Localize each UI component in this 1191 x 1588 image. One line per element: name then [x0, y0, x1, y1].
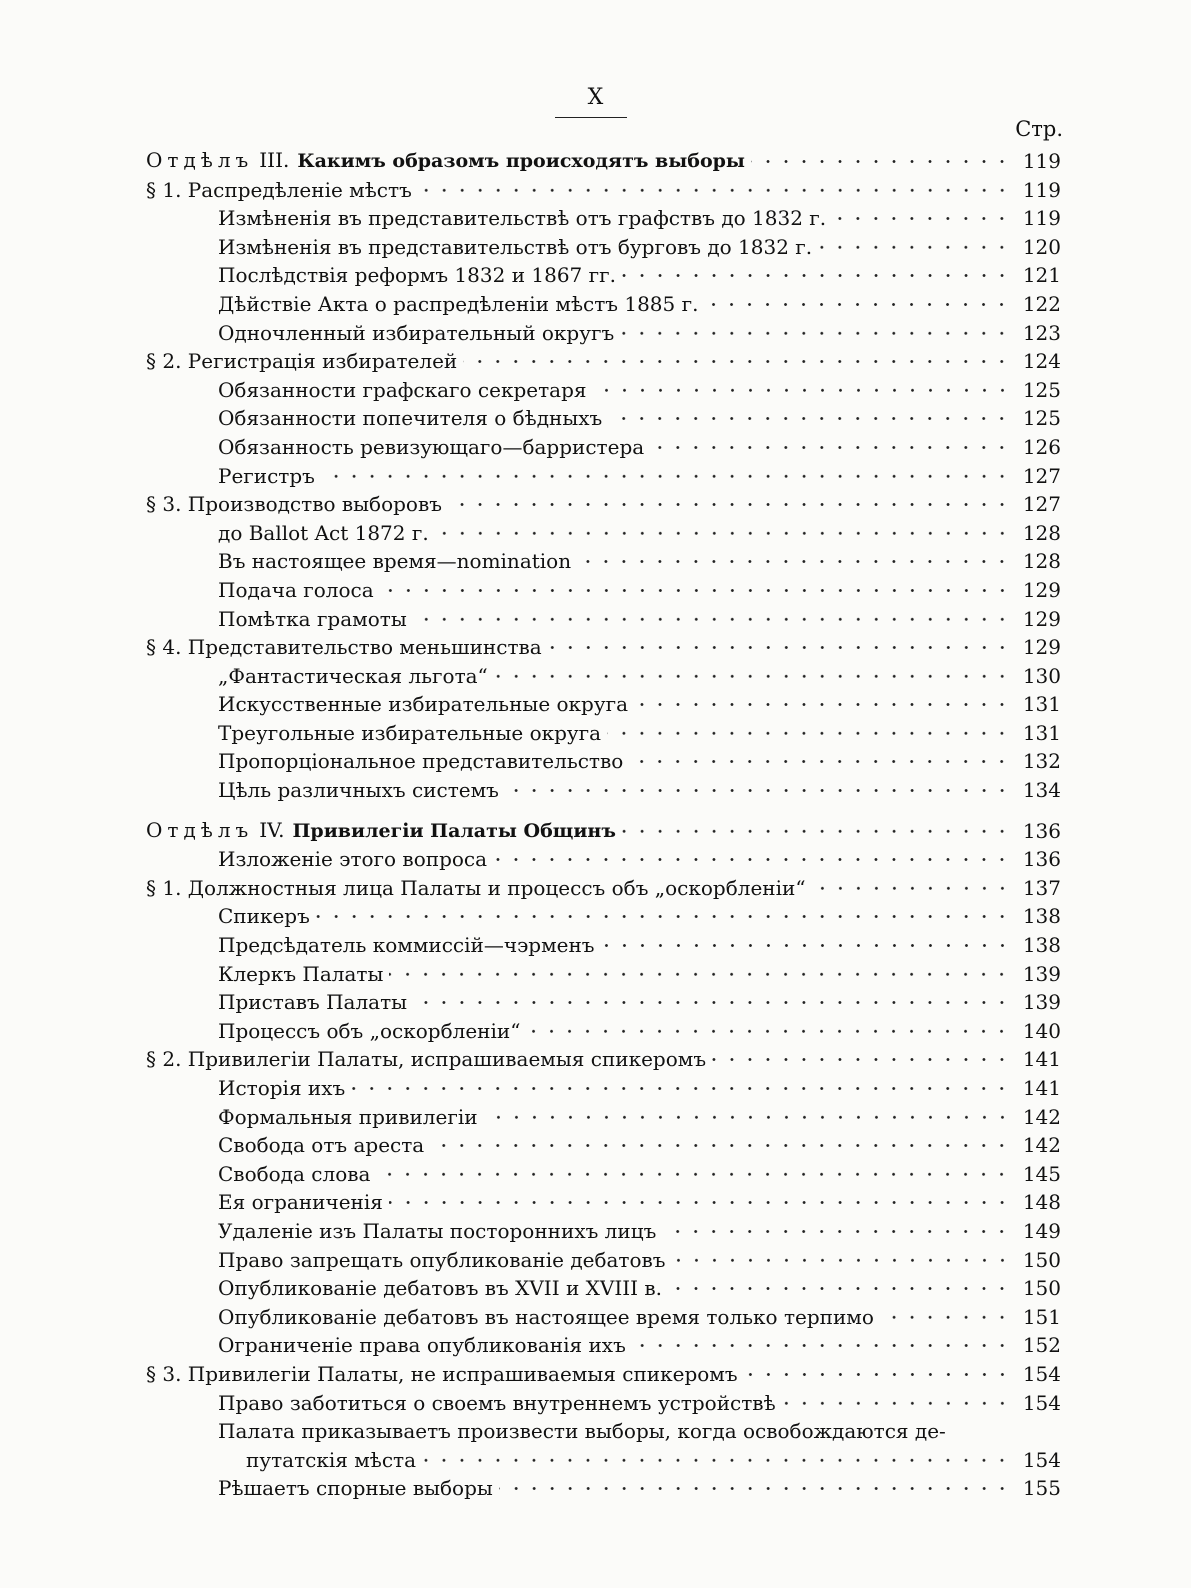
toc-entry	[146, 719, 1061, 748]
toc-entry	[146, 176, 1061, 205]
toc-entry-title: Удаленіе изъ Палаты постороннихъ лицъ	[218, 1218, 657, 1243]
toc-entry-title: Право запрещать опубликованіе дебатовъ	[218, 1247, 666, 1272]
toc-entry-page: 136	[1022, 818, 1061, 843]
toc-entry-page: 139	[1022, 990, 1061, 1015]
toc-entry	[146, 776, 1061, 805]
toc-entry-title: Ея ограниченія	[218, 1190, 383, 1215]
toc-entry-title: Приставъ Палаты	[218, 990, 408, 1015]
dot-leader	[494, 662, 1011, 691]
toc-entry-title: Измѣненія въ представительствѣ отъ графствъ до 1832 г.	[218, 206, 827, 231]
dot-leader	[493, 845, 1011, 874]
toc-entry-title: Обязанности графскаго секретаря	[218, 377, 587, 402]
toc-entry-page: 129	[1022, 635, 1061, 660]
toc-entry-title: Рѣшаетъ спорные выборы	[218, 1476, 493, 1501]
dot-leader	[622, 261, 1011, 290]
toc-entry-title: Предсѣдатель коммиссій—чэрменъ	[218, 933, 595, 958]
dot-leader	[632, 1331, 1011, 1360]
dot-leader	[418, 176, 1011, 205]
toc-entry-page: 136	[1022, 847, 1061, 872]
toc-entry-title: Опубликованіе дебатовъ въ настоящее время только терпимо	[218, 1304, 874, 1329]
dot-leader	[620, 319, 1011, 348]
toc-entry-page: 128	[1022, 520, 1061, 545]
toc-entry-page: 134	[1022, 778, 1061, 803]
section-number: III.	[259, 148, 290, 172]
toc-entry-title: Измѣненія въ представительствѣ отъ бурговъ до 1832 г.	[218, 234, 813, 259]
toc-entry	[146, 902, 1061, 931]
toc-entry-page: 119	[1022, 149, 1061, 173]
dot-leader	[629, 747, 1011, 776]
dot-leader	[577, 547, 1011, 576]
toc-entry	[146, 1303, 1061, 1332]
toc-entry-title: Помѣтка грамоты	[218, 606, 407, 631]
toc-entry-page: 124	[1022, 349, 1061, 374]
toc-entry-page: 120	[1022, 234, 1061, 259]
toc-entry-page: 149	[1022, 1218, 1061, 1243]
page-number-rule	[555, 117, 627, 118]
toc-entry	[146, 1017, 1061, 1046]
toc-entry-title: „Фантастическая льгота“	[218, 663, 488, 688]
toc-entry-title: Формальныя привилегіи	[218, 1104, 478, 1129]
toc-entry-title: Въ настоящее время—nomination	[218, 549, 572, 574]
toc-entry-page: 141	[1022, 1047, 1061, 1072]
toc-entry	[146, 1274, 1061, 1303]
toc-entry	[146, 1103, 1061, 1132]
toc-entry	[146, 874, 1061, 903]
toc-entry	[146, 319, 1061, 348]
dot-leader	[593, 376, 1012, 405]
dot-leader	[607, 719, 1011, 748]
toc-entry-page: 126	[1022, 434, 1061, 459]
toc-entry	[146, 261, 1061, 290]
toc-entry-page: 155	[1022, 1476, 1061, 1501]
toc-entry	[146, 1331, 1061, 1360]
toc-entry-title: § 1. Должностныя лица Палаты и процессъ объ „оскорбленіи“	[146, 875, 806, 900]
toc-entry-title: Исторія ихъ	[218, 1076, 346, 1100]
section-title: Какимъ образомъ происходятъ выборы	[297, 150, 745, 172]
toc-entry	[146, 605, 1061, 634]
toc-entry-page: 122	[1022, 291, 1061, 316]
toc-entry-page: 137	[1022, 875, 1061, 900]
toc-entry-page: 154	[1022, 1390, 1061, 1415]
toc-entry-title: § 2. Привилегіи Палаты, испрашиваемыя спикеромъ	[146, 1047, 707, 1072]
dot-leader	[526, 1017, 1011, 1046]
dot-leader	[818, 233, 1011, 262]
toc-entry	[146, 931, 1061, 960]
dot-leader	[832, 204, 1011, 233]
page-number: X	[587, 85, 604, 110]
dot-leader	[668, 1274, 1011, 1303]
toc-entry-title: Спикеръ	[218, 904, 310, 929]
toc-entry-title	[146, 146, 745, 176]
toc-entry	[146, 519, 1061, 548]
toc-entry-page: 129	[1022, 606, 1061, 631]
dot-leader	[662, 1217, 1011, 1246]
dot-leader	[413, 605, 1011, 634]
toc-entry-title: § 2. Регистрація избирателей	[146, 349, 458, 374]
dot-leader	[430, 1131, 1011, 1160]
table-of-contents	[146, 147, 1061, 1503]
toc-entry	[146, 1389, 1061, 1418]
toc-entry-title: Опубликованіе дебатовъ въ XVII и XVIII в.	[218, 1276, 663, 1301]
toc-entry-page: 119	[1022, 177, 1061, 202]
toc-entry-title: Процессъ объ „оскорбленіи“	[218, 1018, 521, 1043]
toc-entry	[146, 1446, 1061, 1475]
toc-entry-title: Право заботиться о своемъ внутреннемъ устройствѣ	[218, 1390, 776, 1415]
dot-leader	[650, 433, 1011, 462]
toc-entry-page: 145	[1022, 1161, 1061, 1186]
toc-entry-title: путатскія мѣста	[246, 1447, 417, 1472]
toc-entry	[146, 290, 1061, 319]
toc-entry-title: Дѣйствіе Акта о распредѣленіи мѣстъ 1885 г.	[218, 291, 699, 316]
toc-entry	[146, 747, 1061, 776]
dot-leader	[389, 960, 1011, 989]
toc-entry-title	[146, 816, 616, 846]
toc-entry	[146, 1360, 1061, 1389]
toc-entry-page: 128	[1022, 549, 1061, 574]
toc-entry	[146, 662, 1061, 691]
section-prefix: Отдѣлъ	[146, 817, 254, 842]
dot-leader	[321, 462, 1011, 491]
dot-leader	[389, 1188, 1011, 1217]
toc-entry-page: 148	[1022, 1190, 1061, 1215]
toc-entry-title: Свобода слова	[218, 1161, 371, 1186]
toc-entry	[146, 547, 1061, 576]
toc-entry	[146, 633, 1061, 662]
toc-entry	[146, 1217, 1061, 1246]
toc-entry-page: 154	[1022, 1447, 1061, 1472]
toc-entry-title: Цѣль различныхъ системъ	[218, 778, 499, 803]
toc-entry	[146, 1160, 1061, 1189]
toc-entry-page: 125	[1022, 377, 1061, 402]
toc-entry	[146, 576, 1061, 605]
toc-entry-page: 131	[1022, 692, 1061, 717]
toc-entry-title: Изложеніе этого вопроса	[218, 847, 488, 872]
toc-entry-page: 127	[1022, 492, 1061, 517]
toc-entry	[146, 1131, 1061, 1160]
dot-leader	[608, 404, 1011, 433]
toc-entry	[146, 490, 1061, 519]
dot-leader	[351, 1074, 1011, 1103]
toc-entry-page: 142	[1022, 1133, 1061, 1158]
toc-entry-title: Клеркъ Палаты	[218, 961, 384, 986]
dot-leader	[422, 1446, 1011, 1475]
toc-entry	[146, 1074, 1061, 1103]
toc-entry-page: 141	[1022, 1076, 1061, 1100]
toc-entry-title: § 3. Производство выборовъ	[146, 492, 442, 517]
toc-entry-title: Послѣдствія реформъ 1832 и 1867 гг.	[218, 263, 616, 288]
toc-entry-page: 132	[1022, 749, 1061, 774]
toc-entry	[146, 960, 1061, 989]
dot-leader	[448, 490, 1011, 519]
toc-entry-title: Треугольные избирательные округа	[218, 720, 602, 745]
toc-entry-title: Регистръ	[218, 463, 315, 488]
toc-entry-page: 129	[1022, 577, 1061, 602]
toc-entry	[146, 204, 1061, 233]
dot-leader	[812, 874, 1011, 903]
dot-leader	[435, 519, 1011, 548]
toc-entry	[146, 404, 1061, 433]
toc-entry-title: до Ballot Act 1872 г.	[218, 520, 429, 545]
dot-leader	[499, 1474, 1011, 1503]
toc-entry-page: 138	[1022, 904, 1061, 929]
toc-entry-title: Ограниченіе права опубликованія ихъ	[218, 1333, 626, 1358]
toc-entry-page: 125	[1022, 406, 1061, 431]
toc-entry-title: § 1. Распредѣленіе мѣстъ	[146, 177, 412, 202]
toc-entry-page: 151	[1022, 1304, 1061, 1329]
dot-leader	[622, 817, 1011, 846]
page-column-label: Стр.	[1015, 117, 1063, 141]
toc-entry	[146, 817, 1061, 846]
toc-entry-page: 130	[1022, 663, 1061, 688]
toc-entry-page: 139	[1022, 961, 1061, 986]
toc-entry-title: Одночленный избирательный округъ	[218, 320, 615, 345]
dot-leader	[782, 1389, 1011, 1418]
dot-leader	[601, 931, 1011, 960]
toc-entry	[146, 1045, 1061, 1074]
section-number: IV.	[259, 817, 285, 842]
toc-entry-title: § 3. Привилегіи Палаты, не испрашиваемыя спикеромъ	[146, 1361, 738, 1386]
dot-leader	[548, 633, 1011, 662]
toc-entry-page: 127	[1022, 463, 1061, 488]
toc-entry-title: Искусственные избирательные округа	[218, 692, 629, 717]
toc-entry-title: § 4. Представительство меньшинства	[146, 635, 542, 660]
section-prefix: Отдѣлъ	[146, 148, 254, 172]
toc-entry-page: 138	[1022, 933, 1061, 958]
dot-leader	[634, 690, 1011, 719]
dot-leader	[704, 290, 1011, 319]
toc-entry	[146, 988, 1061, 1017]
toc-entry-page: 140	[1022, 1018, 1061, 1043]
toc-entry	[146, 845, 1061, 874]
toc-entry-page: 131	[1022, 720, 1061, 745]
dot-leader	[484, 1103, 1011, 1132]
toc-entry	[146, 347, 1061, 376]
toc-entry-page: 150	[1022, 1247, 1061, 1272]
toc-entry-title: Обязанности попечителя о бѣдныхъ	[218, 406, 603, 431]
dot-leader	[672, 1246, 1011, 1275]
toc-entry	[146, 1474, 1061, 1503]
dot-leader	[505, 776, 1011, 805]
toc-entry	[146, 433, 1061, 462]
dot-leader	[380, 576, 1011, 605]
toc-entry-page: 142	[1022, 1104, 1061, 1129]
toc-entry-page: 123	[1022, 320, 1061, 345]
dot-leader	[880, 1303, 1011, 1332]
toc-entry-title: Пропорціональное представительство	[218, 749, 624, 774]
toc-entry-page: 119	[1022, 206, 1061, 231]
dot-leader	[316, 902, 1011, 931]
toc-entry-page: 152	[1022, 1333, 1061, 1358]
section-title: Привилегіи Палаты Общинъ	[292, 819, 616, 842]
toc-entry	[146, 376, 1061, 405]
dot-leader	[712, 1045, 1011, 1074]
toc-entry	[146, 690, 1061, 719]
dot-leader	[751, 147, 1011, 176]
toc-entry-page: 154	[1022, 1361, 1061, 1386]
toc-entry-title: Обязанность ревизующаго—барристера	[218, 434, 645, 459]
toc-entry-title: Подача голоса	[218, 577, 374, 602]
dot-leader	[376, 1160, 1011, 1189]
toc-entry	[146, 147, 1061, 176]
dot-leader	[744, 1360, 1011, 1389]
toc-entry	[146, 1417, 1061, 1446]
toc-entry	[146, 233, 1061, 262]
toc-entry	[146, 1246, 1061, 1275]
dot-leader	[413, 988, 1011, 1017]
toc-entry-title: Палата приказываетъ произвести выборы, когда освобождаются де-	[218, 1419, 946, 1444]
toc-entry-page: 121	[1022, 263, 1061, 288]
dot-leader	[463, 347, 1011, 376]
toc-entry	[146, 462, 1061, 491]
toc-entry-page: 150	[1022, 1276, 1061, 1301]
toc-entry-title: Свобода отъ ареста	[218, 1133, 425, 1158]
toc-entry	[146, 1188, 1061, 1217]
